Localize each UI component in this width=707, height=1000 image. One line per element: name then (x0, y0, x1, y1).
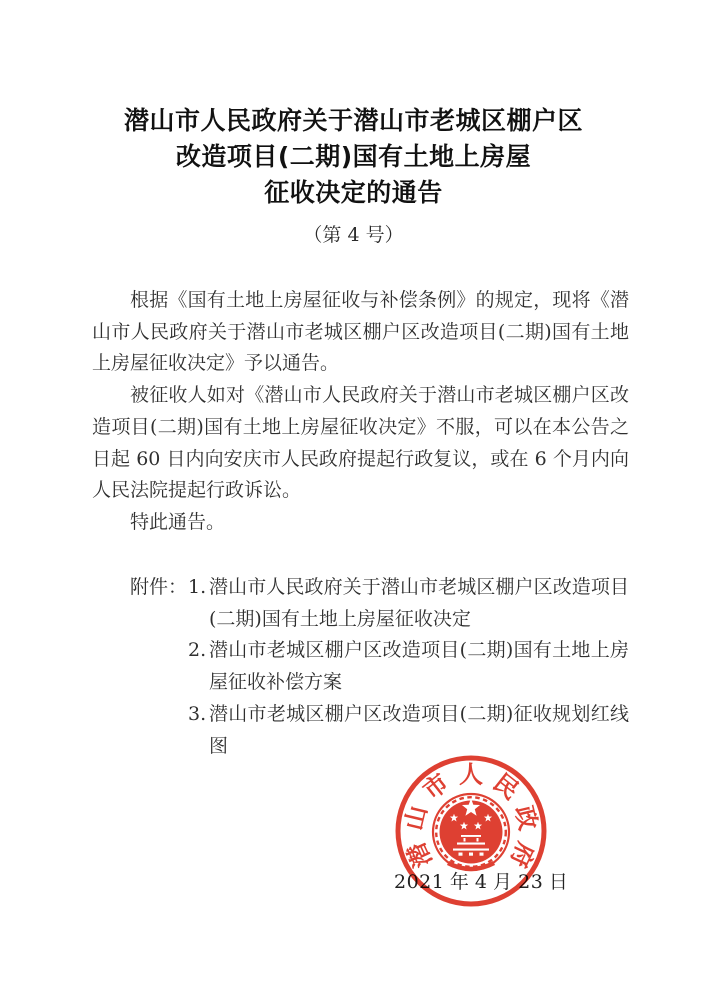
document-body (92, 285, 629, 539)
attachments-list (188, 572, 629, 762)
svg-text:山: 山 (398, 802, 433, 833)
paragraph-1: 根据《国有土地上房屋征收与补偿条例》的规定，现将《潜山市人民政府关于潜山市老城区棚户区改造项目(二期)国有土地上房屋征收决定》予以通告。 (92, 289, 629, 375)
attachments-block (130, 572, 629, 762)
national-emblem-icon (433, 794, 509, 870)
paragraph-2: 被征收人如对《潜山市人民政府关于潜山市老城区棚户区改造项目(二期)国有土地上房屋征收决定》不服，可以在本公告之日起 60 日内向安庆市人民政府提起行政复议，或在 6 个月内向人民法院提起行政诉讼。 (92, 384, 629, 502)
svg-text:民: 民 (487, 767, 525, 806)
attachment-item (188, 635, 629, 698)
attachments-label: 附件： (130, 576, 188, 598)
ribbon (448, 863, 494, 869)
svg-text:潜: 潜 (401, 838, 438, 873)
svg-text:政: 政 (509, 802, 544, 833)
official-seal (385, 745, 557, 917)
attachment-number: 3. (188, 702, 207, 725)
attachment-number: 2. (188, 639, 207, 662)
document-title (0, 103, 707, 211)
attachment-text: 潜山市老城区棚户区改造项目(二期)征收规划红线图 (209, 702, 629, 757)
attachment-number: 1. (188, 576, 207, 598)
attachment-text: 潜山市老城区棚户区改造项目(二期)国有土地上房屋征收补偿方案 (209, 639, 629, 694)
closing-line: 特此通告。 (130, 510, 226, 533)
attachment-item (188, 572, 629, 635)
svg-text:人: 人 (459, 759, 483, 789)
title-line-3: 征收决定的通告 (264, 178, 443, 207)
title-line-1: 潜山市人民政府关于潜山市老城区棚户区 (123, 106, 583, 135)
svg-text:市: 市 (417, 767, 455, 806)
attachment-text: 潜山市人民政府关于潜山市老城区棚户区改造项目(二期)国有土地上房屋征收决定 (209, 576, 629, 630)
svg-text:府: 府 (504, 838, 541, 873)
doc-number: （第 4 号） (303, 224, 404, 246)
title-line-2: 改造项目(二期)国有土地上房屋 (175, 142, 532, 171)
document-date: 2021 年 4 月 23 日 (394, 871, 569, 893)
